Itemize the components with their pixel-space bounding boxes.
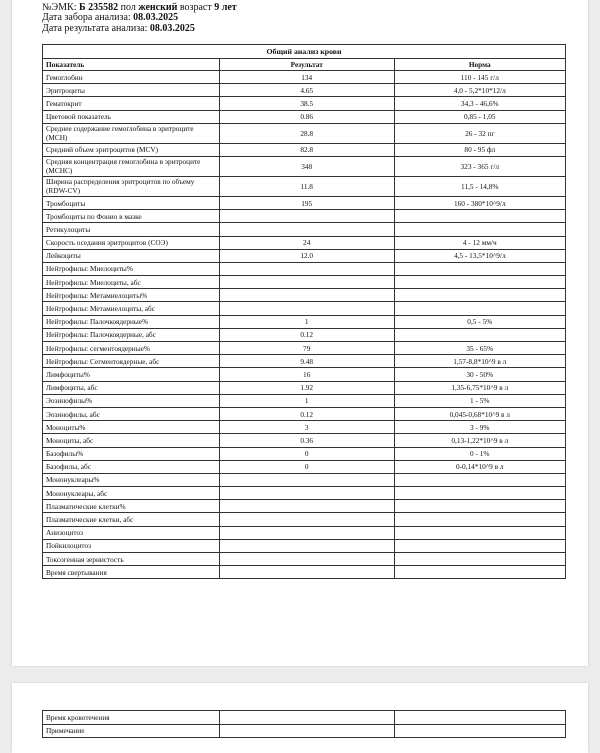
table-row — [43, 302, 566, 315]
table-row — [43, 473, 566, 486]
table-row — [43, 368, 566, 381]
cell-result: 1 — [219, 315, 394, 328]
cell-norm: 3 - 9% — [394, 421, 565, 434]
cell-norm: 1,57-8,8*10^9 в л — [394, 355, 565, 368]
cell-norm — [394, 553, 565, 566]
cell-result: 1.92 — [219, 381, 394, 394]
cell-result — [219, 262, 394, 275]
cell-norm: 4,0 - 5,2*10*12/л — [394, 84, 565, 97]
cell-indicator: Мононуклеары, абс — [43, 487, 220, 500]
cell-indicator: Нейтрофилы: Сегментоядерные, абс — [43, 355, 220, 368]
cell-result: 1 — [219, 394, 394, 407]
cell-result: 195 — [219, 196, 394, 209]
cell-indicator: Анизоцитоз — [43, 526, 220, 539]
cell-norm: 0,85 - 1,05 — [394, 110, 565, 123]
cell-norm: 1,35-6,75*10^9 в л — [394, 381, 565, 394]
cell-norm — [394, 487, 565, 500]
cell-indicator: Нейтрофилы: Метамиелоциты% — [43, 289, 220, 302]
cell-result: 28.8 — [219, 123, 394, 143]
cell-norm: 35 - 65% — [394, 342, 565, 355]
collection-label: Дата забора анализа: — [42, 12, 131, 23]
cell-norm: 1 - 5% — [394, 394, 565, 407]
cell-indicator: Эритроциты — [43, 84, 220, 97]
cell-indicator: Тромбоциты по Фонио в мазке — [43, 210, 220, 223]
table-row — [43, 460, 566, 473]
result-label: Дата результата анализа: — [42, 23, 148, 34]
cell-result: 82.8 — [219, 143, 394, 156]
cell-indicator: Эозинофилы% — [43, 394, 220, 407]
cell-result — [219, 539, 394, 552]
table-row — [43, 553, 566, 566]
cell-indicator: Нейтрофилы: Метамиелоциты, абс — [43, 302, 220, 315]
cell-result — [219, 513, 394, 526]
table-row — [43, 500, 566, 513]
cell-indicator: Скорость оседания эритроцитов (СОЭ) — [43, 236, 220, 249]
cell-result: 12.0 — [219, 249, 394, 262]
cell-norm — [394, 539, 565, 552]
table-row — [43, 328, 566, 341]
table-row — [43, 276, 566, 289]
table-row — [43, 526, 566, 539]
page-1 — [12, 0, 588, 666]
cell-norm: 0 - 1% — [394, 447, 565, 460]
column-header-row — [43, 59, 566, 71]
cell-norm: 80 - 95 фл — [394, 143, 565, 156]
table-row — [43, 355, 566, 368]
cell-result — [219, 302, 394, 315]
cell-norm: 0-0,14*10^9 в л — [394, 460, 565, 473]
cell-indicator: Эозинофилы, абс — [43, 407, 220, 420]
cell-indicator: Нейтрофилы: Миелоциты, абс — [43, 276, 220, 289]
table-row — [43, 223, 566, 236]
cell-result: 0 — [219, 460, 394, 473]
cell-result — [219, 553, 394, 566]
table-row — [43, 381, 566, 394]
cell-norm — [394, 711, 565, 725]
cell-indicator: Нейтрофилы: Палочкоядерные% — [43, 315, 220, 328]
cell-norm — [394, 526, 565, 539]
cell-indicator: Токсогенная зернистость — [43, 553, 220, 566]
table-row — [43, 289, 566, 302]
cell-indicator: Лимфоциты, абс — [43, 381, 220, 394]
cell-norm — [394, 302, 565, 315]
cell-result — [219, 711, 394, 725]
cell-indicator: Плазматические клетки% — [43, 500, 220, 513]
sex-label: пол — [120, 2, 136, 13]
column-header-indicator: Показатель — [43, 59, 220, 71]
cell-result: 0.86 — [219, 110, 394, 123]
cell-norm — [394, 210, 565, 223]
table-row — [43, 143, 566, 156]
cell-norm — [394, 500, 565, 513]
table-row — [43, 724, 566, 738]
cell-indicator: Базофилы, абс — [43, 460, 220, 473]
emk-label: №ЭМК: — [42, 2, 77, 13]
column-header-result: Результат — [219, 59, 394, 71]
cell-result: 4.65 — [219, 84, 394, 97]
cell-indicator: Нейтрофилы: Палочкоядерные, абс — [43, 328, 220, 341]
table-row — [43, 84, 566, 97]
cell-norm: 4,5 - 13,5*10^9/л — [394, 249, 565, 262]
cell-indicator: Цветовой показатель — [43, 110, 220, 123]
cell-norm: 4 - 12 мм/ч — [394, 236, 565, 249]
blood-test-table — [42, 44, 566, 579]
table-row — [43, 97, 566, 110]
cell-indicator: Ретикулоциты — [43, 223, 220, 236]
cell-result: 0.36 — [219, 434, 394, 447]
table-title-row — [43, 45, 566, 59]
cell-norm — [394, 289, 565, 302]
table-row — [43, 156, 566, 176]
cell-norm — [394, 328, 565, 341]
cell-indicator: Моноциты% — [43, 421, 220, 434]
cell-norm: 0,13-1,22*10^9 в л — [394, 434, 565, 447]
cell-norm: 0,5 - 5% — [394, 315, 565, 328]
cell-indicator: Лимфоциты% — [43, 368, 220, 381]
emk-number: Б 235582 — [78, 2, 119, 13]
cell-indicator: Нейтрофилы: Миелоциты% — [43, 262, 220, 275]
cell-norm — [394, 724, 565, 738]
table-title: Общий анализ крови — [43, 45, 566, 59]
cell-norm — [394, 276, 565, 289]
cell-indicator: Нейтрофилы: сегментоядерные% — [43, 342, 220, 355]
table-row — [43, 176, 566, 196]
cell-norm: 323 - 365 г/л — [394, 156, 565, 176]
table-row — [43, 71, 566, 84]
cell-result: 9.48 — [219, 355, 394, 368]
cell-result: 16 — [219, 368, 394, 381]
cell-norm: 11,5 - 14,8% — [394, 176, 565, 196]
cell-result: 11.8 — [219, 176, 394, 196]
cell-result: 38.5 — [219, 97, 394, 110]
cell-result — [219, 276, 394, 289]
cell-result — [219, 526, 394, 539]
column-header-norm: Норма — [394, 59, 565, 71]
table-row — [43, 566, 566, 579]
cell-result — [219, 210, 394, 223]
collection-date: 08.03.2025 — [133, 12, 179, 23]
cell-indicator: Мононуклеары% — [43, 473, 220, 486]
cell-norm — [394, 262, 565, 275]
cell-result — [219, 223, 394, 236]
blood-test-table-continued — [42, 710, 566, 738]
cell-result: 0.12 — [219, 407, 394, 420]
table-row — [43, 249, 566, 262]
cell-norm: 160 - 380*10^9/л — [394, 196, 565, 209]
result-date: 08.03.2025 — [149, 23, 195, 34]
cell-result — [219, 473, 394, 486]
cell-indicator: Пойкилоцитоз — [43, 539, 220, 552]
cell-result — [219, 724, 394, 738]
result-date-line — [42, 23, 195, 35]
cell-result: 0 — [219, 447, 394, 460]
cell-result — [219, 566, 394, 579]
cell-result: 24 — [219, 236, 394, 249]
cell-norm — [394, 473, 565, 486]
cell-result: 0.12 — [219, 328, 394, 341]
cell-norm: 34,3 - 46,6% — [394, 97, 565, 110]
sex-value: женский — [138, 2, 178, 13]
cell-indicator: Ширина распределения эритроцитов по объему (RDW-CV) — [43, 176, 220, 196]
table-row — [43, 421, 566, 434]
table-row — [43, 315, 566, 328]
cell-indicator: Лейкоциты — [43, 249, 220, 262]
cell-norm: 26 - 32 пг — [394, 123, 565, 143]
cell-indicator: Базофилы% — [43, 447, 220, 460]
table-row — [43, 210, 566, 223]
table-row — [43, 513, 566, 526]
table-row — [43, 447, 566, 460]
table-row — [43, 196, 566, 209]
cell-result: 79 — [219, 342, 394, 355]
table-row — [43, 342, 566, 355]
table-row — [43, 407, 566, 420]
cell-result: 134 — [219, 71, 394, 84]
cell-norm — [394, 513, 565, 526]
cell-indicator: Моноциты, абс — [43, 434, 220, 447]
table-row — [43, 539, 566, 552]
cell-result: 3 — [219, 421, 394, 434]
cell-indicator: Плазматические клетки, абс — [43, 513, 220, 526]
cell-result — [219, 487, 394, 500]
cell-norm: 0,045-0,68*10^9 в л — [394, 407, 565, 420]
cell-indicator: Примечание — [43, 724, 220, 738]
cell-norm: 30 - 50% — [394, 368, 565, 381]
page-2 — [12, 683, 588, 753]
cell-indicator: Время кровотечения — [43, 711, 220, 725]
cell-indicator: Среднее содержание гемоглобина в эритроците (MCH) — [43, 123, 220, 143]
table-row — [43, 394, 566, 407]
age-value: 9 лет — [214, 2, 237, 13]
table-row — [43, 110, 566, 123]
age-label: возраст — [179, 2, 212, 13]
table-row — [43, 711, 566, 725]
table-row — [43, 123, 566, 143]
cell-norm — [394, 223, 565, 236]
cell-indicator: Время свертывания — [43, 566, 220, 579]
cell-indicator: Гематокрит — [43, 97, 220, 110]
cell-norm — [394, 566, 565, 579]
cell-indicator: Средняя концентрация гемоглобина в эритроците (MCHC) — [43, 156, 220, 176]
cell-result: 348 — [219, 156, 394, 176]
cell-indicator: Средний объем эритроцитов (MCV) — [43, 143, 220, 156]
table-row — [43, 434, 566, 447]
cell-norm: 110 - 145 г/л — [394, 71, 565, 84]
cell-result — [219, 500, 394, 513]
table-row — [43, 487, 566, 500]
table-row — [43, 236, 566, 249]
cell-result — [219, 289, 394, 302]
table-row — [43, 262, 566, 275]
cell-indicator: Гемоглобин — [43, 71, 220, 84]
cell-indicator: Тромбоциты — [43, 196, 220, 209]
